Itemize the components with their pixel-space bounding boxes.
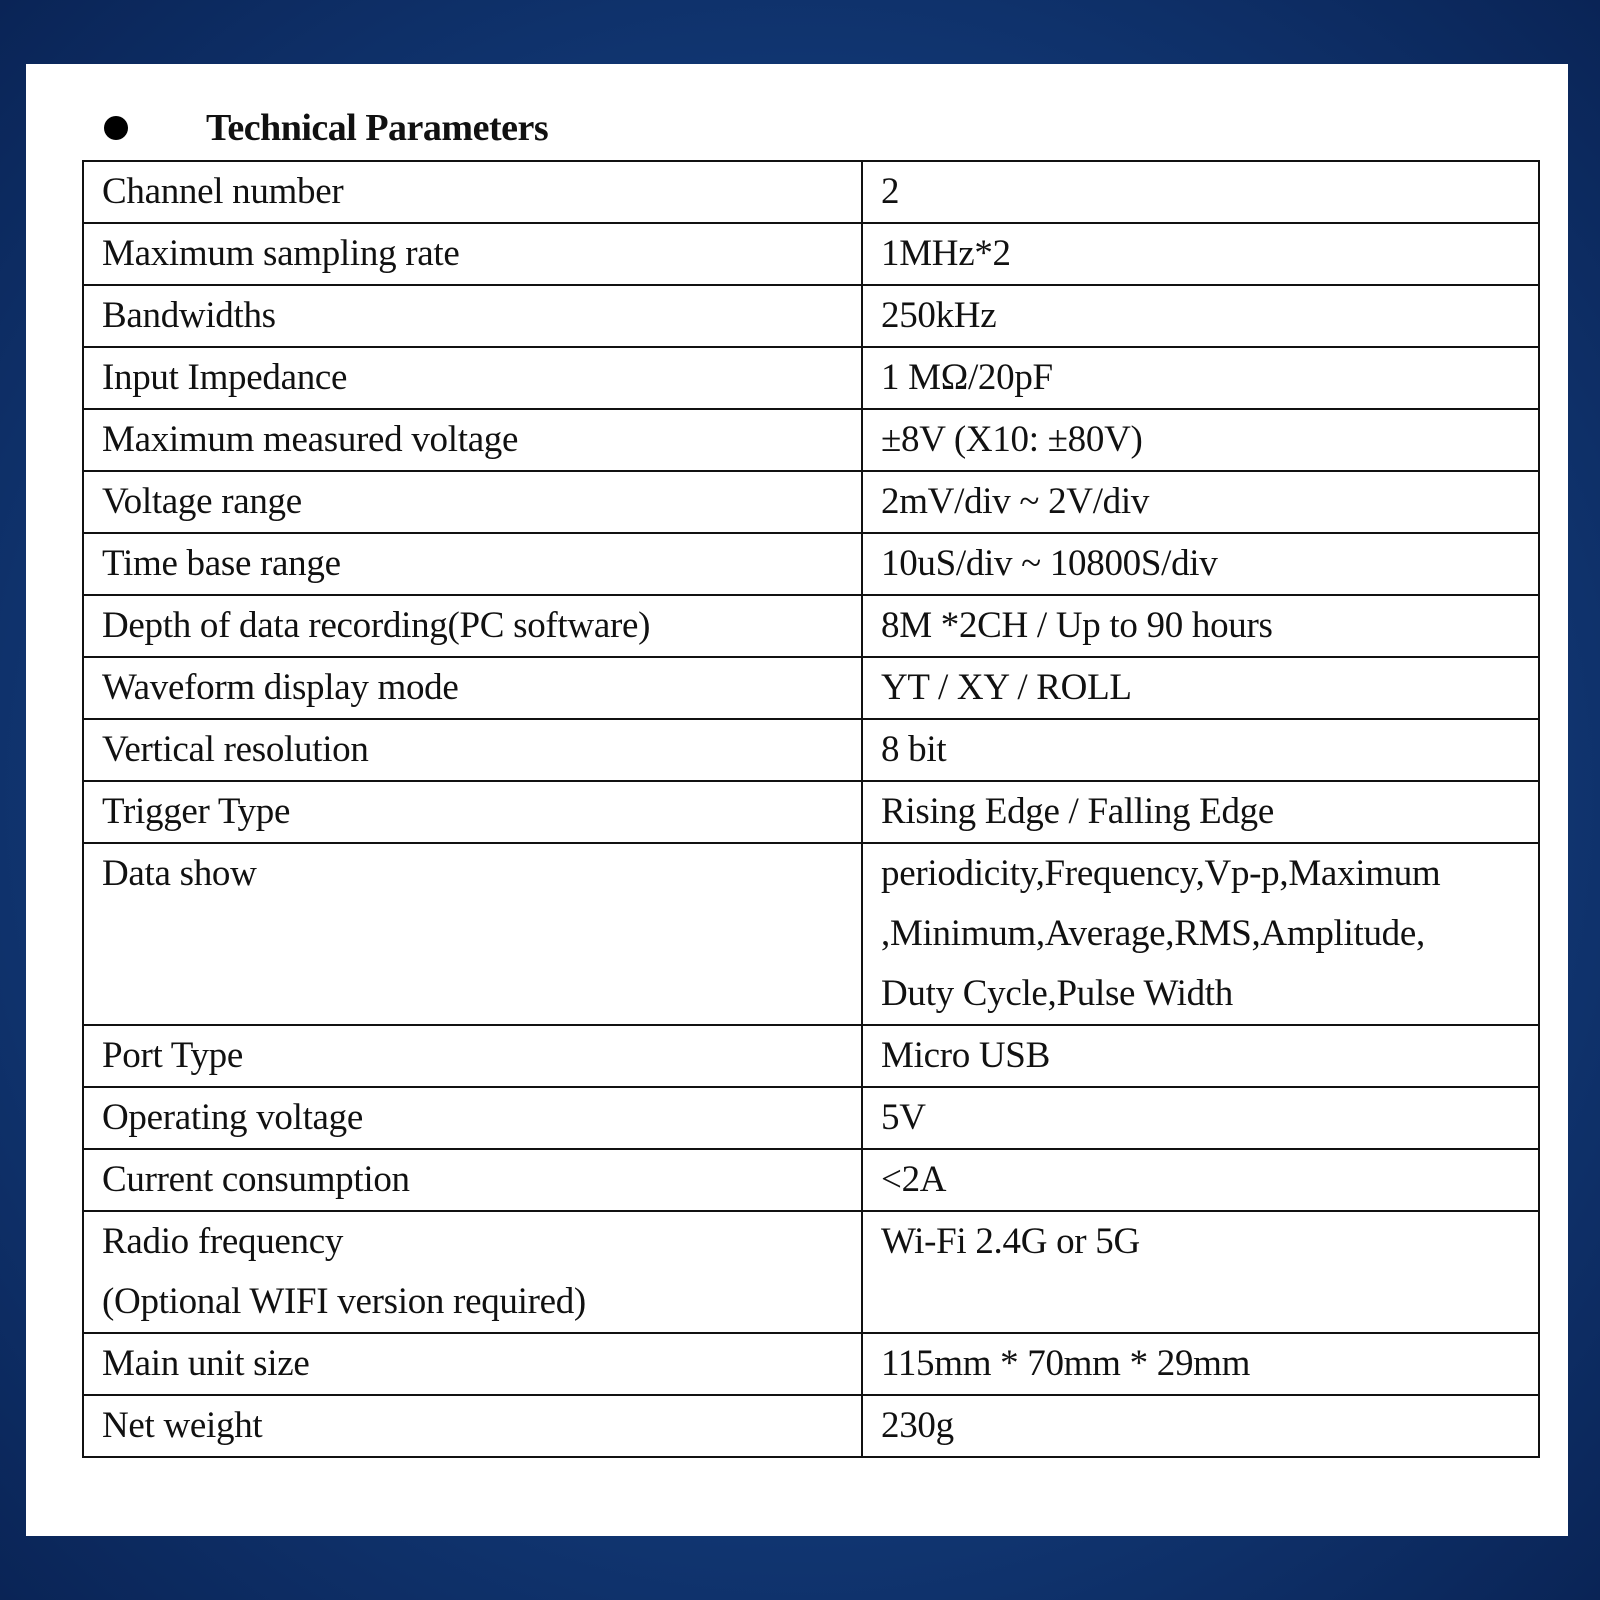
parameter-label: Maximum measured voltage bbox=[102, 419, 519, 460]
table-row bbox=[83, 161, 1539, 223]
parameter-label-cell bbox=[83, 1211, 862, 1333]
parameter-value-cell bbox=[862, 1211, 1539, 1333]
parameter-label: (Optional WIFI version required) bbox=[102, 1281, 586, 1322]
parameter-label: Waveform display mode bbox=[102, 667, 459, 708]
parameter-value: 1 MΩ/20pF bbox=[881, 357, 1053, 398]
parameter-label: Channel number bbox=[102, 171, 344, 212]
parameters-table-body bbox=[83, 161, 1539, 1457]
table-row bbox=[83, 595, 1539, 657]
parameter-label-cell bbox=[83, 657, 862, 719]
parameter-label-cell bbox=[83, 161, 862, 223]
parameter-value-cell bbox=[862, 1087, 1539, 1149]
parameter-value-cell bbox=[862, 1333, 1539, 1395]
parameter-value: 8 bit bbox=[881, 729, 947, 770]
parameter-value-cell bbox=[862, 223, 1539, 285]
parameter-value: 5V bbox=[881, 1097, 926, 1138]
parameter-value: 115mm * 70mm * 29mm bbox=[881, 1343, 1251, 1384]
parameter-label: Operating voltage bbox=[102, 1097, 364, 1138]
bullet-icon bbox=[104, 116, 128, 140]
parameter-label-cell bbox=[83, 781, 862, 843]
parameter-label: Voltage range bbox=[102, 481, 302, 522]
parameter-value-cell bbox=[862, 657, 1539, 719]
parameter-label: Data show bbox=[102, 853, 257, 894]
parameter-label: Bandwidths bbox=[102, 295, 276, 336]
parameter-label: Main unit size bbox=[102, 1343, 310, 1384]
parameter-value: 1MHz*2 bbox=[881, 233, 1011, 274]
parameter-label: Maximum sampling rate bbox=[102, 233, 460, 274]
parameter-value-cell bbox=[862, 1025, 1539, 1087]
table-row bbox=[83, 1395, 1539, 1457]
parameter-label-cell bbox=[83, 533, 862, 595]
parameter-value-cell bbox=[862, 409, 1539, 471]
parameter-value: 2mV/div ~ 2V/div bbox=[881, 481, 1150, 522]
parameters-table bbox=[82, 160, 1540, 1458]
parameter-label-cell bbox=[83, 1333, 862, 1395]
parameter-value-cell bbox=[862, 347, 1539, 409]
parameter-label-cell bbox=[83, 471, 862, 533]
table-row bbox=[83, 533, 1539, 595]
parameter-value: 250kHz bbox=[881, 295, 997, 336]
parameter-value: ,Minimum,Average,RMS,Amplitude, bbox=[881, 913, 1425, 954]
table-row bbox=[83, 719, 1539, 781]
table-row bbox=[83, 657, 1539, 719]
table-row bbox=[83, 843, 1539, 1025]
section-title: Technical Parameters bbox=[206, 107, 549, 149]
parameter-label: Trigger Type bbox=[102, 791, 291, 832]
parameter-value: Rising Edge / Falling Edge bbox=[881, 791, 1275, 832]
table-row bbox=[83, 409, 1539, 471]
parameter-value-cell bbox=[862, 719, 1539, 781]
parameter-value-cell bbox=[862, 285, 1539, 347]
parameter-value-cell bbox=[862, 471, 1539, 533]
parameter-label: Vertical resolution bbox=[102, 729, 369, 770]
parameter-value: 2 bbox=[881, 171, 900, 212]
table-row bbox=[83, 1149, 1539, 1211]
table-row bbox=[83, 781, 1539, 843]
parameter-value: 230g bbox=[881, 1405, 954, 1446]
parameter-label-cell bbox=[83, 1149, 862, 1211]
parameter-value: 10uS/div ~ 10800S/div bbox=[881, 543, 1218, 584]
parameter-label: Net weight bbox=[102, 1405, 263, 1446]
parameter-value-cell bbox=[862, 595, 1539, 657]
table-row bbox=[83, 1211, 1539, 1333]
parameter-label-cell bbox=[83, 1395, 862, 1457]
parameter-label-cell bbox=[83, 719, 862, 781]
spec-sheet bbox=[26, 64, 1568, 1536]
parameter-label: Time base range bbox=[102, 543, 341, 584]
parameter-value: Duty Cycle,Pulse Width bbox=[881, 973, 1233, 1014]
parameter-value: Micro USB bbox=[881, 1035, 1050, 1076]
parameter-value: ±8V (X10: ±80V) bbox=[881, 419, 1143, 460]
parameter-value-cell bbox=[862, 781, 1539, 843]
parameter-value: <2A bbox=[881, 1159, 947, 1200]
parameter-label: Radio frequency bbox=[102, 1221, 344, 1262]
parameter-value: periodicity,Frequency,Vp-p,Maximum bbox=[881, 853, 1441, 894]
parameter-label: Current consumption bbox=[102, 1159, 410, 1200]
parameter-value: 8M *2CH / Up to 90 hours bbox=[881, 605, 1273, 646]
parameter-label-cell bbox=[83, 347, 862, 409]
parameter-label-cell bbox=[83, 595, 862, 657]
parameter-label: Port Type bbox=[102, 1035, 244, 1076]
parameter-value-cell bbox=[862, 161, 1539, 223]
parameter-value: Wi-Fi 2.4G or 5G bbox=[881, 1221, 1140, 1262]
section-heading bbox=[104, 104, 548, 152]
parameter-label-cell bbox=[83, 285, 862, 347]
parameter-label: Depth of data recording(PC software) bbox=[102, 605, 651, 646]
parameter-label-cell bbox=[83, 1087, 862, 1149]
parameter-value-cell bbox=[862, 533, 1539, 595]
parameter-value-cell bbox=[862, 1149, 1539, 1211]
table-row bbox=[83, 1025, 1539, 1087]
parameter-label: Input Impedance bbox=[102, 357, 348, 398]
parameter-value-cell bbox=[862, 843, 1539, 1025]
parameter-value-cell bbox=[862, 1395, 1539, 1457]
table-row bbox=[83, 223, 1539, 285]
parameter-label-cell bbox=[83, 1025, 862, 1087]
table-row bbox=[83, 347, 1539, 409]
parameter-label-cell bbox=[83, 843, 862, 1025]
table-row bbox=[83, 1087, 1539, 1149]
table-row bbox=[83, 471, 1539, 533]
table-row bbox=[83, 285, 1539, 347]
table-row bbox=[83, 1333, 1539, 1395]
parameter-value: YT / XY / ROLL bbox=[881, 667, 1132, 708]
parameter-label-cell bbox=[83, 409, 862, 471]
parameter-label-cell bbox=[83, 223, 862, 285]
